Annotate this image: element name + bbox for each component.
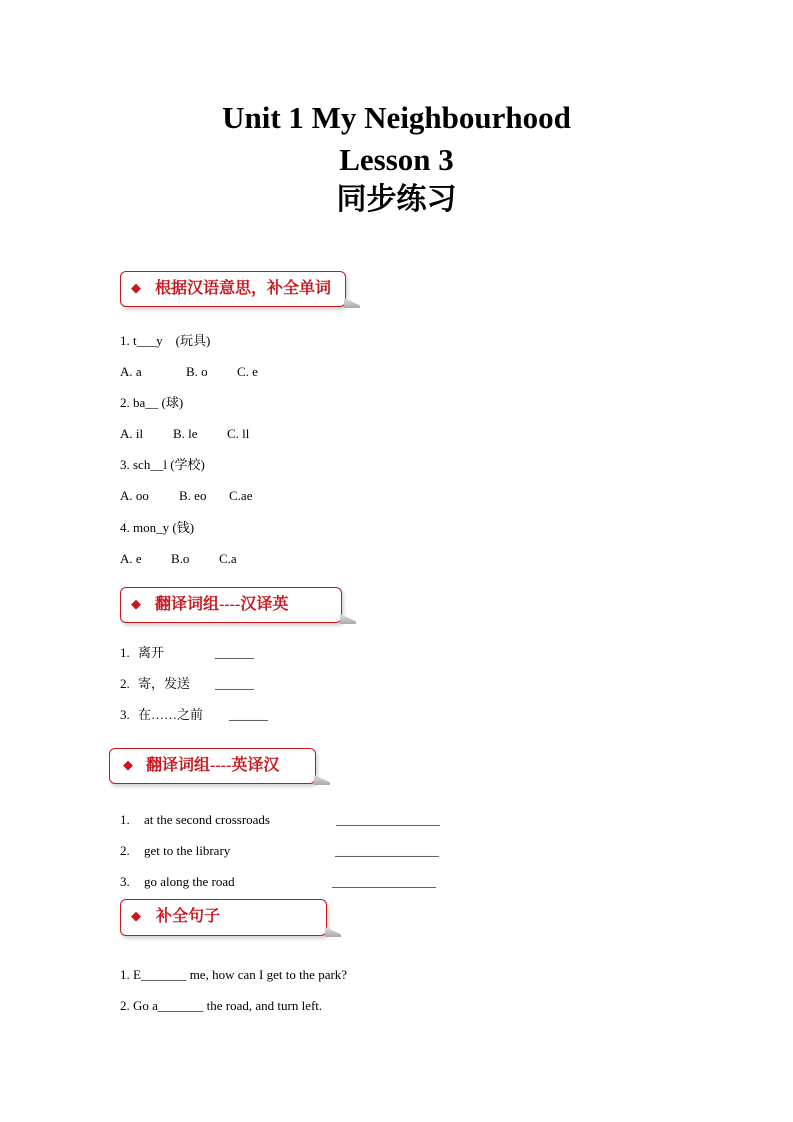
item-number: 1. [120,812,130,827]
item-number: 3. [120,874,130,889]
section3-heading: 翻译词组----英译汉 [146,757,280,774]
section2-header [120,587,342,623]
item-text: go along the road [144,874,235,889]
option-b: B.o [171,551,190,566]
option-c: C.ae [229,488,253,503]
item-number: 3. [120,707,130,722]
item-text: 寄，发送 [138,676,191,691]
question-4: 4. mon_y (钱) [120,520,195,535]
answer-blank: ______ [229,707,268,722]
item-text: get to the library [144,843,231,858]
section1-header [120,271,346,307]
section4-heading: 补全句子 [156,908,221,925]
item-number: 2. [120,676,130,691]
answer-blank: ________________ [332,874,436,889]
option-c: C. ll [227,426,250,441]
answer-blank: ______ [215,645,254,660]
answer-blank: ______ [215,676,254,691]
option-a: A. e [120,551,142,566]
item-text: 在……之前 [138,707,204,722]
title-practice: 同步练习 [336,183,457,216]
title-unit: Unit 1 My Neighbourhood [222,100,571,135]
section2-heading: 翻译词组----汉译英 [155,596,289,613]
answer-blank: ________________ [336,812,440,827]
diamond-icon: ◆ [131,281,141,296]
diamond-icon: ◆ [131,909,141,924]
diamond-icon: ◆ [131,597,141,612]
item-number: 2. [120,843,130,858]
sentence-1: 1. E_______ me, how can I get to the park? [120,967,348,982]
option-b: B. le [173,426,198,441]
question-3: 3. sch__l (学校) [120,457,205,472]
option-c: C. e [237,364,258,379]
answer-blank: ________________ [335,843,439,858]
section1-heading: 根据汉语意思，补全单词 [155,280,332,297]
question-1: 1. t___y (玩具) [120,333,211,348]
section3-header [109,748,316,784]
section4-header [120,899,327,936]
title-lesson: Lesson 3 [339,142,454,177]
question-2: 2. ba__ (球) [120,395,184,410]
diamond-icon: ◆ [123,758,133,773]
item-text: 离开 [138,645,165,660]
option-b: B. eo [179,488,207,503]
option-c: C.a [219,551,237,566]
item-text: at the second crossroads [144,812,270,827]
item-number: 1. [120,645,130,660]
option-b: B. o [186,364,208,379]
sentence-2: 2. Go a_______ the road, and turn left. [120,998,323,1013]
option-a: A. oo [120,488,149,503]
option-a: A. a [120,364,142,379]
option-a: A. il [120,426,144,441]
